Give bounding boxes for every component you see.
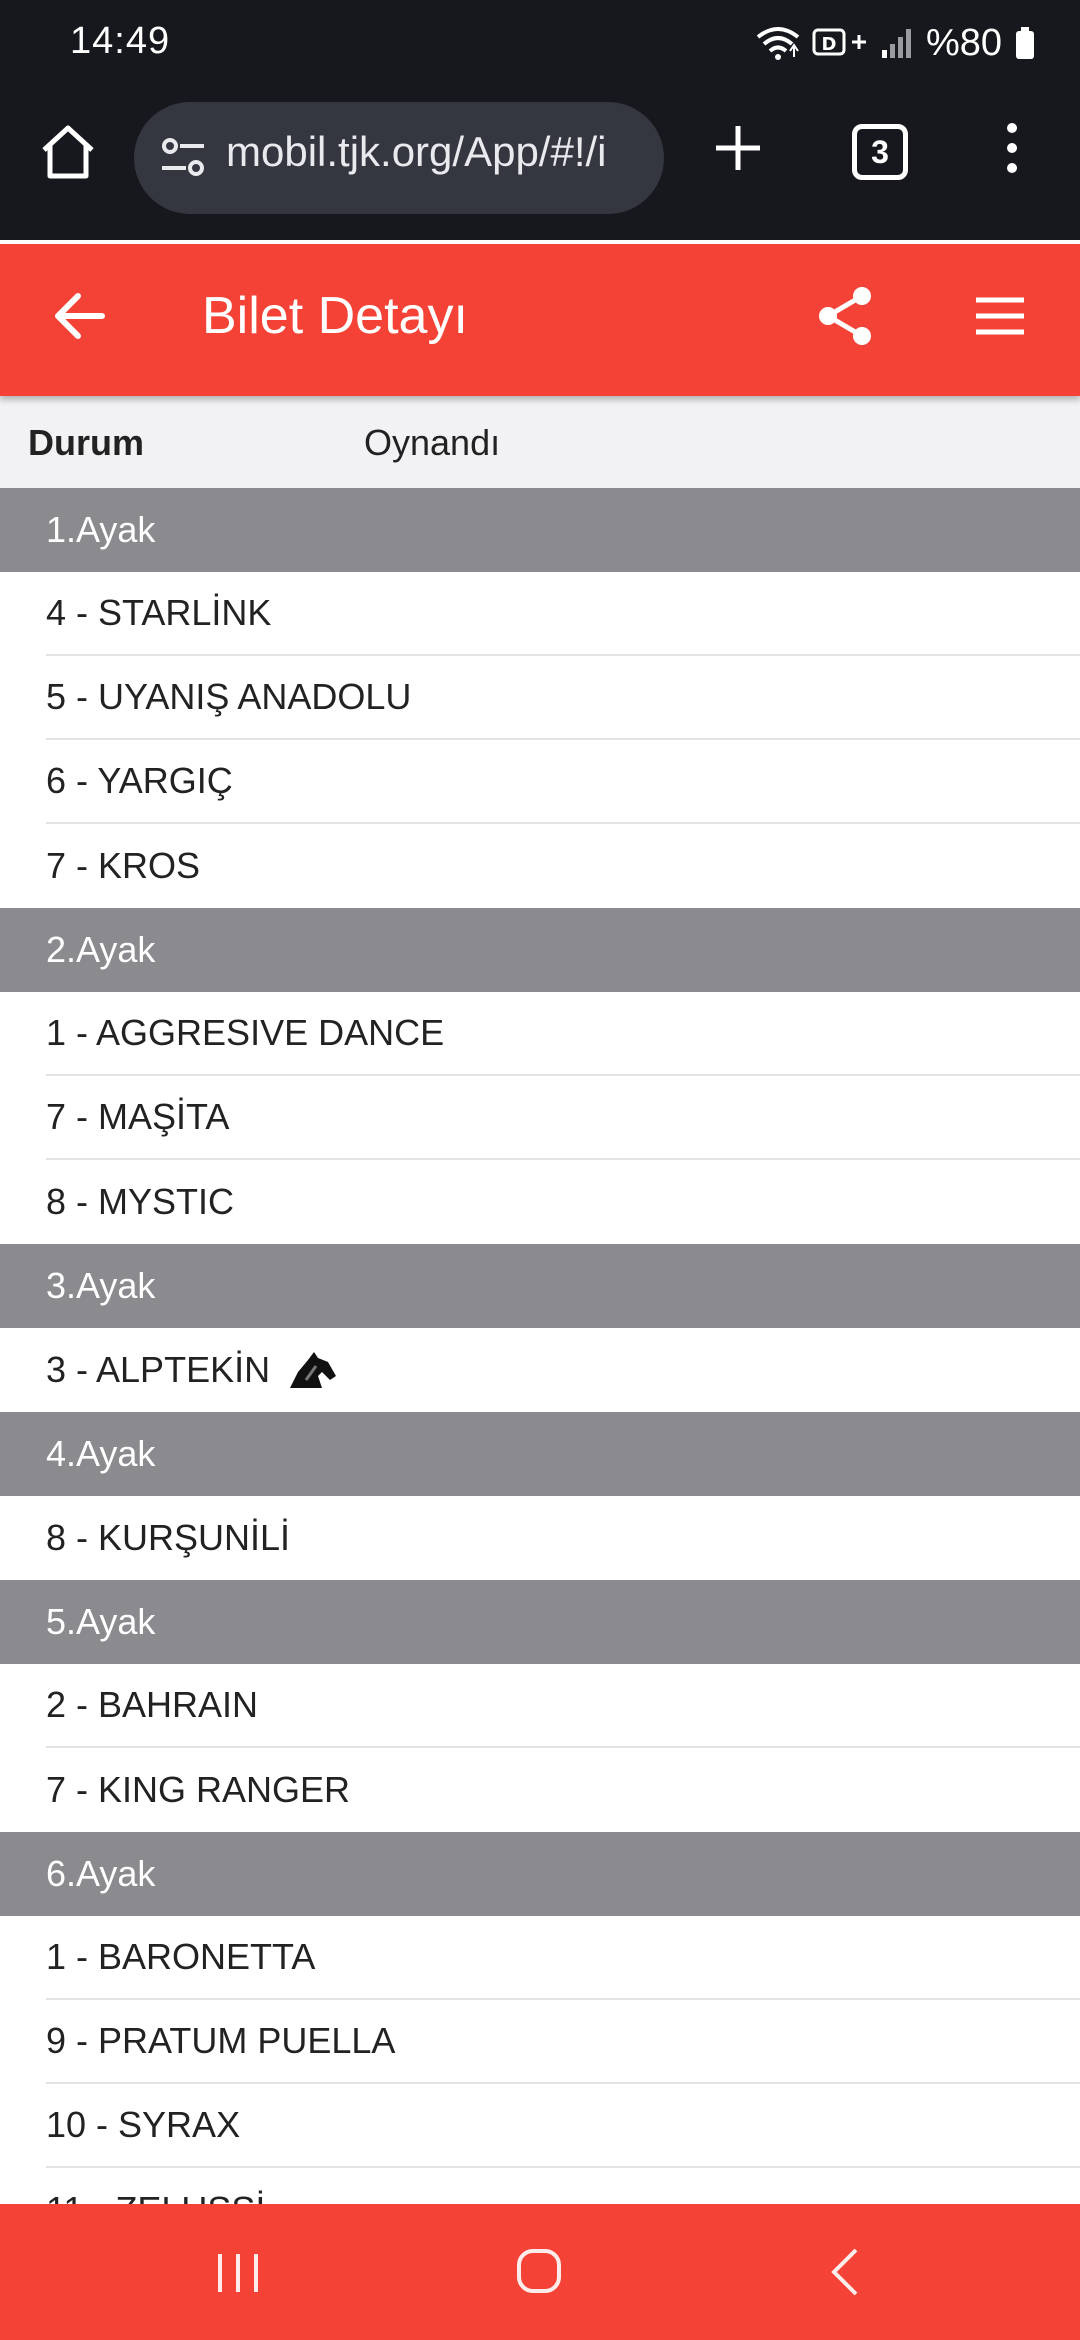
plus-icon[interactable] — [706, 116, 770, 180]
list-item — [46, 572, 1080, 656]
leg-header: 6.Ayak — [0, 1832, 1080, 1916]
address-bar[interactable] — [134, 102, 664, 214]
horse-label: 2 - BAHRAIN — [46, 1684, 259, 1725]
arrow-back-icon[interactable] — [50, 286, 110, 346]
horse-label: 1 - BARONETTA — [46, 1936, 316, 1977]
app-bar — [0, 244, 1080, 396]
list-item — [46, 1916, 1080, 2000]
svg-text:D: D — [821, 34, 837, 55]
leg-header: 1.Ayak — [0, 488, 1080, 572]
horse-label: 7 - KROS — [46, 845, 201, 886]
horse-label: 8 - KURŞUNİLİ — [46, 1517, 291, 1558]
status-bar — [0, 0, 1080, 88]
list-item — [46, 992, 1080, 1076]
horse-label: 7 - KING RANGER — [46, 1769, 351, 1810]
tune-icon[interactable] — [158, 132, 208, 182]
horse-label: 5 - UYANIŞ ANADOLU — [46, 676, 412, 717]
list-item — [46, 1076, 1080, 1160]
horse-label: 9 - PRATUM PUELLA — [46, 2020, 396, 2061]
status-icons — [756, 18, 1036, 68]
home-icon[interactable] — [36, 120, 100, 184]
status-value: Oynandı — [364, 422, 501, 463]
list-item — [46, 2084, 1080, 2168]
recent-apps-icon[interactable] — [214, 2250, 262, 2296]
back-chevron-icon[interactable] — [826, 2244, 862, 2300]
battery-icon — [1014, 26, 1036, 60]
horse-label: 4 - STARLİNK — [46, 592, 272, 633]
leg-header: 4.Ayak — [0, 1412, 1080, 1496]
list-item — [46, 1664, 1080, 1748]
list-item — [46, 656, 1080, 740]
system-nav-bar — [0, 2204, 1080, 2340]
battery-percent: %80 — [925, 21, 1002, 64]
signal-icon — [880, 26, 914, 60]
horse-label: 6 - YARGIÇ — [46, 760, 233, 801]
list-item — [46, 1748, 1080, 1832]
volte-icon — [812, 26, 868, 60]
list-item — [46, 1496, 1080, 1580]
url-text[interactable]: mobil.tjk.org/App/#!/i — [226, 128, 607, 175]
list-item — [46, 740, 1080, 824]
horse-label: 3 - ALPTEKİN — [46, 1349, 271, 1390]
ticket-status-row — [0, 396, 1080, 488]
leg-header: 3.Ayak — [0, 1244, 1080, 1328]
horse-label: 1 - AGGRESIVE DANCE — [46, 1012, 445, 1053]
share-icon[interactable] — [814, 284, 878, 348]
leg-header: 5.Ayak — [0, 1580, 1080, 1664]
browser-toolbar — [0, 88, 1080, 240]
status-label: Durum — [28, 422, 144, 463]
horse-label: 10 - SYRAX — [46, 2104, 241, 2145]
more-vert-icon[interactable] — [996, 116, 1028, 180]
home-circle-icon[interactable] — [514, 2246, 564, 2296]
list-item — [46, 2000, 1080, 2084]
list-item — [46, 1160, 1080, 1244]
list-item — [46, 824, 1080, 908]
leg-header: 2.Ayak — [0, 908, 1080, 992]
tab-switcher-button[interactable]: 3 — [852, 124, 908, 180]
menu-icon[interactable] — [972, 288, 1028, 344]
wifi-icon — [756, 25, 800, 61]
horse-label: 7 - MAŞİTA — [46, 1096, 230, 1137]
page-title: Bilet Detayı — [202, 287, 468, 345]
status-time: 14:49 — [70, 20, 171, 62]
legs-list — [0, 488, 1080, 2252]
list-item — [46, 1328, 1080, 1412]
horse-head-icon — [288, 1350, 338, 1390]
horse-label: 8 - MYSTIC — [46, 1181, 235, 1222]
